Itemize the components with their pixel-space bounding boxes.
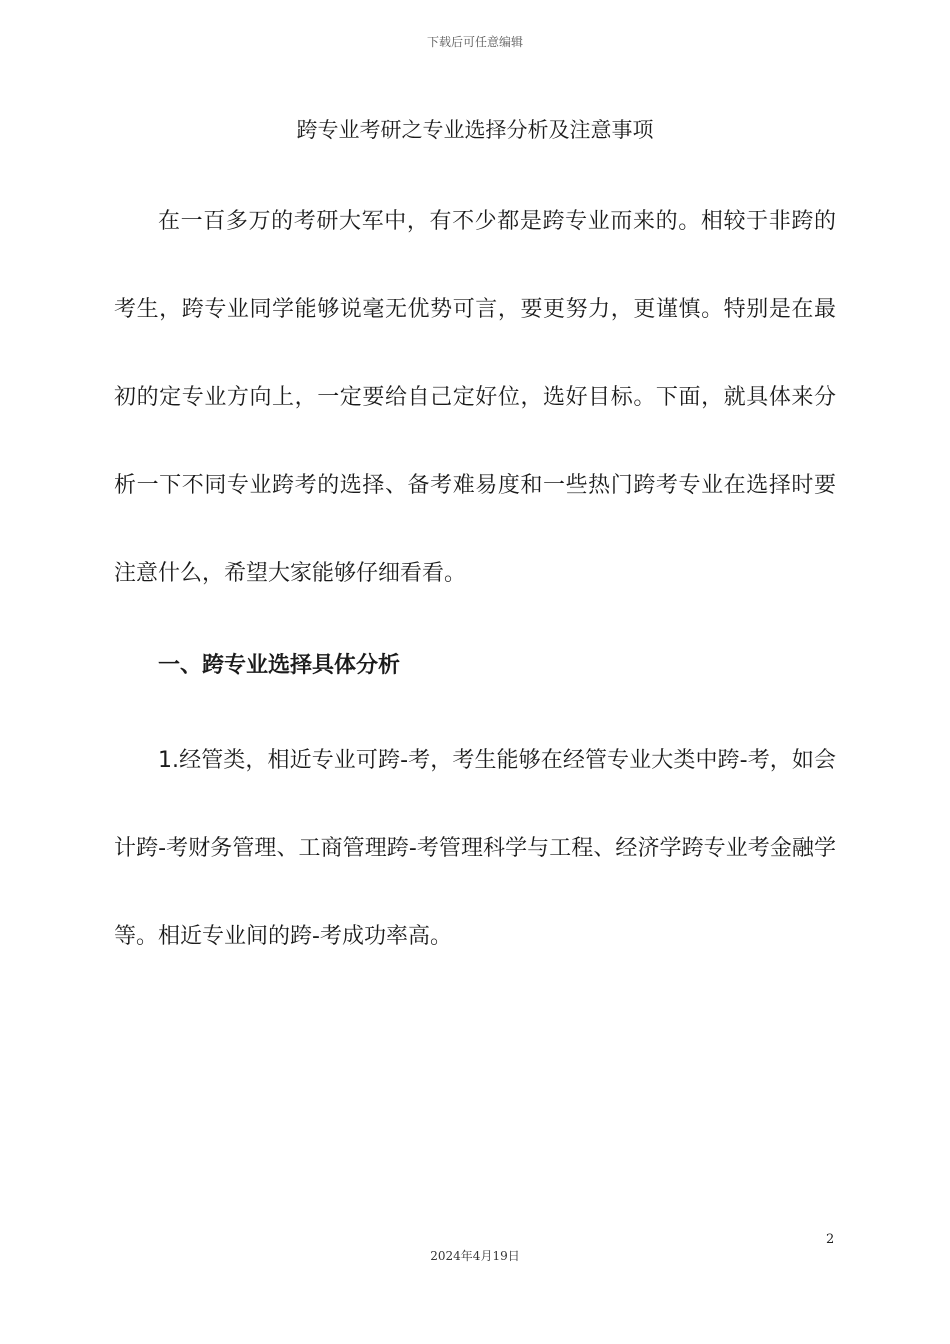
intro-paragraph: 在一百多万的考研大军中，有不少都是跨专业而来的。相较于非跨的考生，跨专业同学能够说毫无优势可言，要更努力，更谨慎。特别是在最初的定专业方向上，一定要给自己定好位，选好目标。下面，就具体来分析一下不同专业跨考的选择、备考难易度和一些热门跨考专业在选择时要注意什么，希望大家能够仔细看看。 [114, 209, 836, 586]
point-paragraph: 1.经管类，相近专业可跨-考，考生能够在经管专业大类中跨-考，如会计跨-考财务管理、工商管理跨-考管理科学与工程、经济学跨专业考金融学等。相近专业间的跨-考成功率高。 [114, 748, 836, 949]
document-title: 跨专业考研之专业选择分析及注意事项 [296, 118, 654, 142]
footer-date: 2024年4月19日 [430, 1249, 520, 1263]
header-note: 下载后可任意编辑 [426, 35, 523, 49]
section-heading: 一、跨专业选择具体分析 [158, 653, 401, 678]
page-number: 2 [826, 1232, 835, 1247]
